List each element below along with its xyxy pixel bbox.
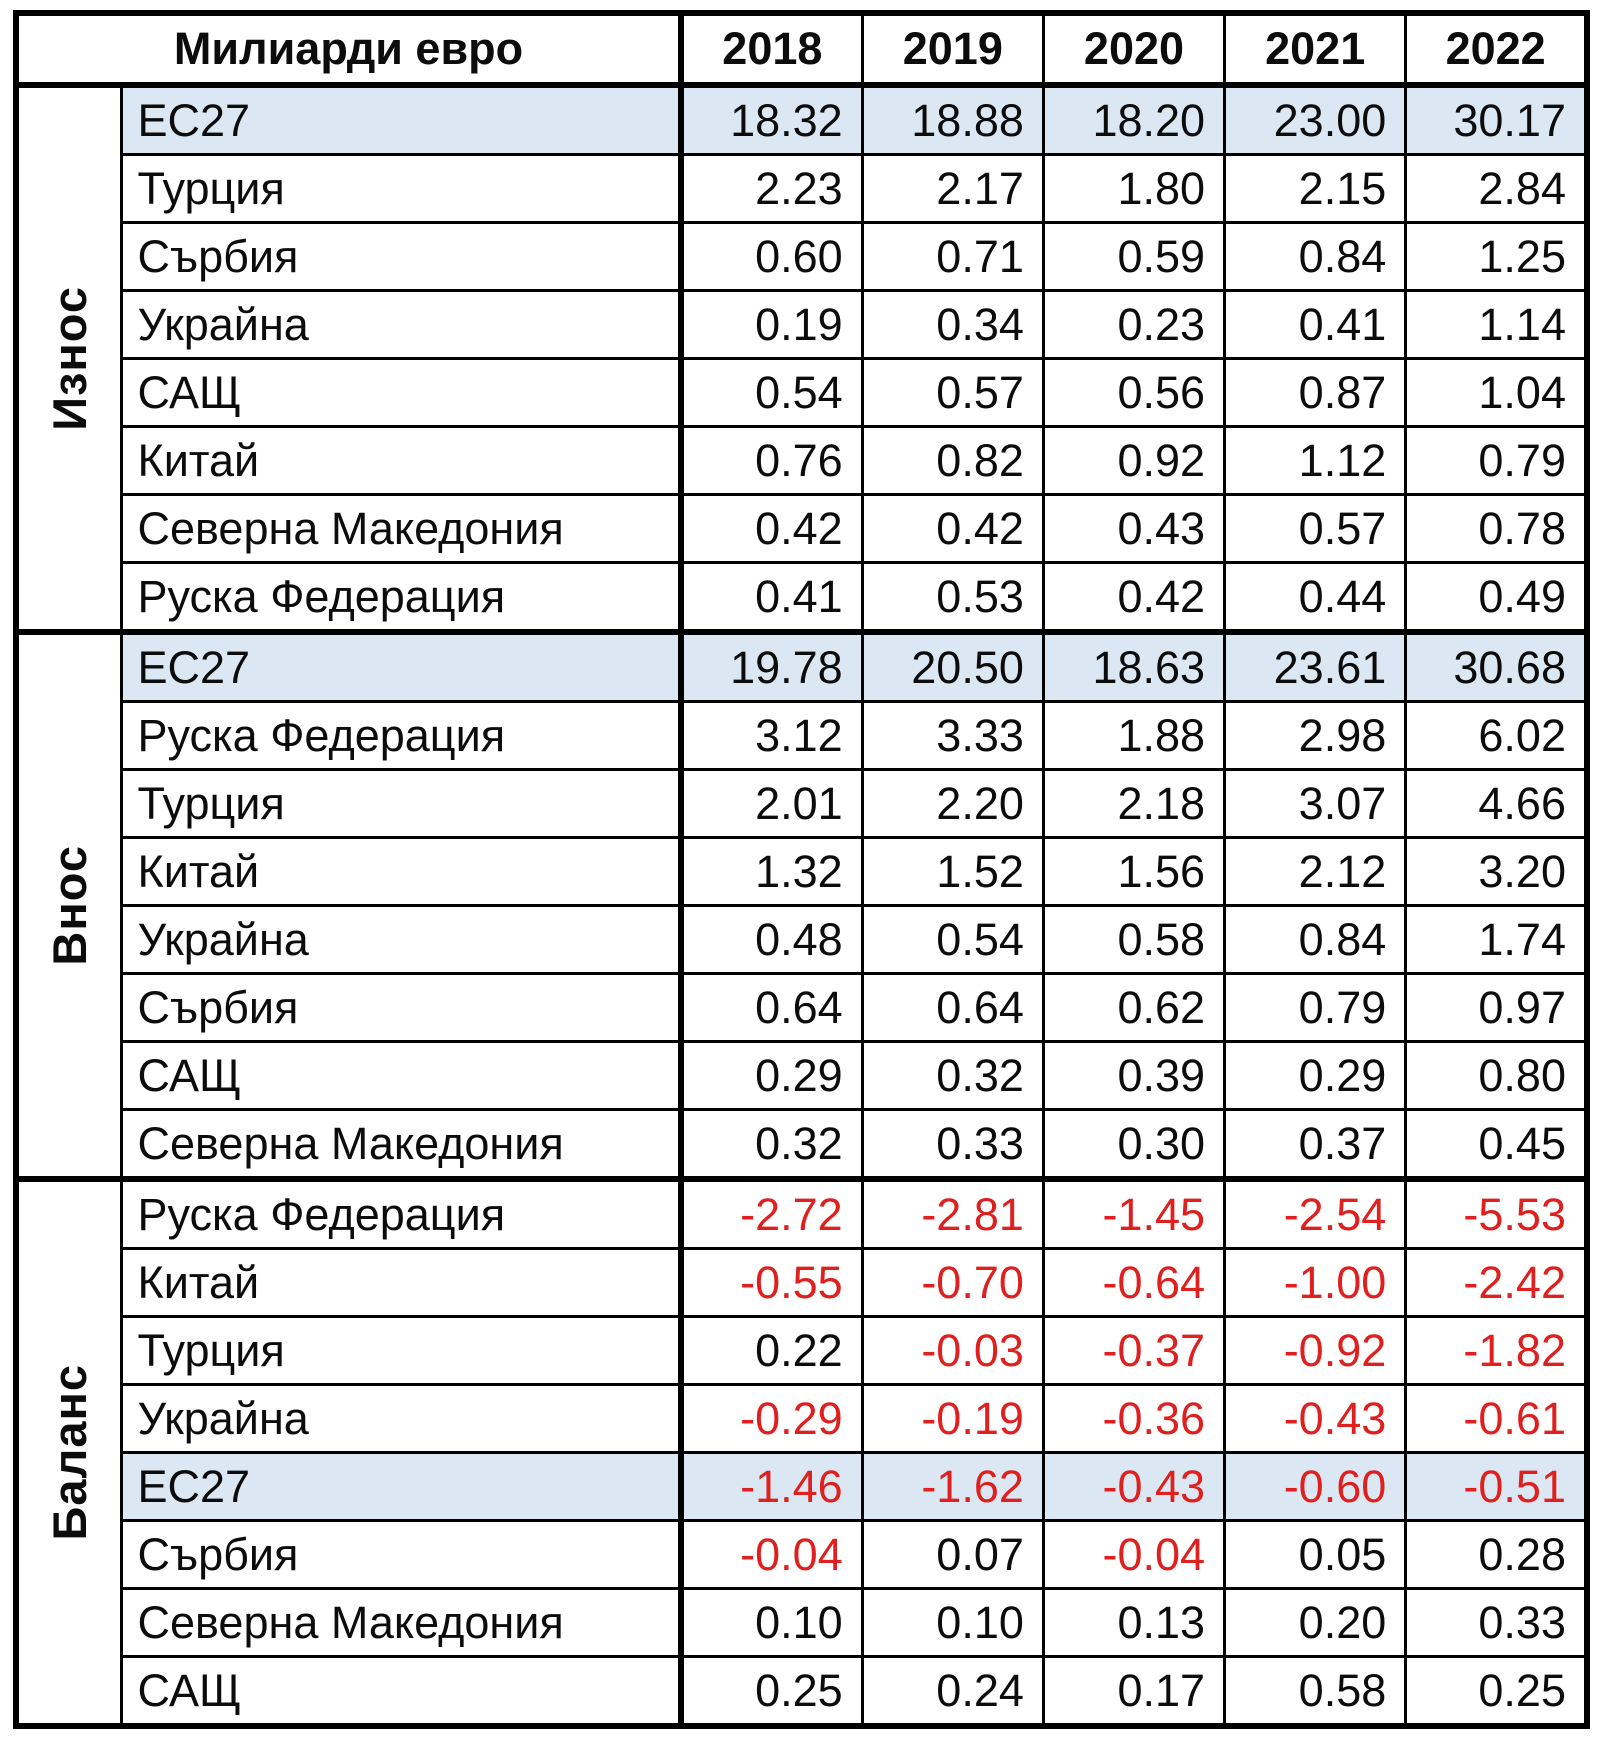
value-cell: 0.30 bbox=[1043, 1110, 1224, 1180]
table-row bbox=[16, 291, 1587, 359]
value-cell: 0.48 bbox=[681, 906, 862, 974]
value-cell: -5.53 bbox=[1406, 1179, 1587, 1249]
value-cell: 0.54 bbox=[862, 906, 1043, 974]
value-cell: -2.54 bbox=[1225, 1179, 1406, 1249]
country-cell: Руска Федерация bbox=[121, 1179, 681, 1249]
table-row bbox=[16, 632, 1587, 702]
value-cell: 2.01 bbox=[681, 770, 862, 838]
value-cell: 1.25 bbox=[1406, 223, 1587, 291]
table-row bbox=[16, 1042, 1587, 1110]
value-cell: -2.81 bbox=[862, 1179, 1043, 1249]
value-cell: -1.82 bbox=[1406, 1317, 1587, 1385]
country-cell: Китай bbox=[121, 427, 681, 495]
value-cell: 0.53 bbox=[862, 563, 1043, 633]
value-cell: 1.04 bbox=[1406, 359, 1587, 427]
country-cell: ЕС27 bbox=[121, 85, 681, 155]
value-cell: -0.55 bbox=[681, 1249, 862, 1317]
value-cell: 2.17 bbox=[862, 155, 1043, 223]
table-row bbox=[16, 563, 1587, 633]
country-cell: Украйна bbox=[121, 291, 681, 359]
country-cell: Сърбия bbox=[121, 974, 681, 1042]
value-cell: 2.98 bbox=[1225, 702, 1406, 770]
country-cell: Руска Федерация bbox=[121, 563, 681, 633]
value-cell: 0.29 bbox=[681, 1042, 862, 1110]
value-cell: 3.07 bbox=[1225, 770, 1406, 838]
value-cell: 0.82 bbox=[862, 427, 1043, 495]
section-cell-iznos bbox=[16, 85, 121, 632]
value-cell: 0.13 bbox=[1043, 1589, 1224, 1657]
table-row bbox=[16, 359, 1587, 427]
value-cell: -0.60 bbox=[1225, 1453, 1406, 1521]
value-cell: 0.57 bbox=[1225, 495, 1406, 563]
table-row bbox=[16, 1521, 1587, 1589]
value-cell: 0.58 bbox=[1225, 1657, 1406, 1727]
value-cell: -0.19 bbox=[862, 1385, 1043, 1453]
value-cell: 19.78 bbox=[681, 632, 862, 702]
value-cell: 0.80 bbox=[1406, 1042, 1587, 1110]
value-cell: 0.28 bbox=[1406, 1521, 1587, 1589]
country-cell: Украйна bbox=[121, 906, 681, 974]
country-cell: Руска Федерация bbox=[121, 702, 681, 770]
value-cell: -1.45 bbox=[1043, 1179, 1224, 1249]
value-cell: 0.25 bbox=[681, 1657, 862, 1727]
year-header: 2020 bbox=[1043, 13, 1224, 85]
value-cell: 0.39 bbox=[1043, 1042, 1224, 1110]
value-cell: 0.54 bbox=[681, 359, 862, 427]
value-cell: 0.84 bbox=[1225, 223, 1406, 291]
header-row bbox=[16, 13, 1587, 85]
value-cell: 3.20 bbox=[1406, 838, 1587, 906]
country-cell: ЕС27 bbox=[121, 632, 681, 702]
value-cell: 0.41 bbox=[1225, 291, 1406, 359]
value-cell: 0.71 bbox=[862, 223, 1043, 291]
value-cell: 2.18 bbox=[1043, 770, 1224, 838]
section-cell-vnos bbox=[16, 632, 121, 1179]
trade-table bbox=[13, 10, 1590, 1729]
value-cell: -2.72 bbox=[681, 1179, 862, 1249]
country-cell: Китай bbox=[121, 838, 681, 906]
value-cell: 2.20 bbox=[862, 770, 1043, 838]
value-cell: 23.00 bbox=[1225, 85, 1406, 155]
value-cell: 1.12 bbox=[1225, 427, 1406, 495]
country-cell: Турция bbox=[121, 155, 681, 223]
value-cell: -0.04 bbox=[681, 1521, 862, 1589]
table-row bbox=[16, 1589, 1587, 1657]
value-cell: 0.57 bbox=[862, 359, 1043, 427]
value-cell: -0.29 bbox=[681, 1385, 862, 1453]
value-cell: 0.76 bbox=[681, 427, 862, 495]
value-cell: 1.14 bbox=[1406, 291, 1587, 359]
value-cell: -0.92 bbox=[1225, 1317, 1406, 1385]
value-cell: 0.78 bbox=[1406, 495, 1587, 563]
value-cell: 0.49 bbox=[1406, 563, 1587, 633]
value-cell: 2.12 bbox=[1225, 838, 1406, 906]
value-cell: -0.70 bbox=[862, 1249, 1043, 1317]
value-cell: 0.29 bbox=[1225, 1042, 1406, 1110]
value-cell: 0.97 bbox=[1406, 974, 1587, 1042]
year-header: 2019 bbox=[862, 13, 1043, 85]
section-label: Износ bbox=[42, 286, 96, 431]
country-cell: САЩ bbox=[121, 1042, 681, 1110]
value-cell: 0.45 bbox=[1406, 1110, 1587, 1180]
value-cell: 3.33 bbox=[862, 702, 1043, 770]
value-cell: 0.05 bbox=[1225, 1521, 1406, 1589]
value-cell: -0.64 bbox=[1043, 1249, 1224, 1317]
value-cell: 0.24 bbox=[862, 1657, 1043, 1727]
table-row bbox=[16, 974, 1587, 1042]
value-cell: 0.62 bbox=[1043, 974, 1224, 1042]
value-cell: 18.88 bbox=[862, 85, 1043, 155]
table-row bbox=[16, 1249, 1587, 1317]
value-cell: 0.64 bbox=[681, 974, 862, 1042]
value-cell: 0.33 bbox=[862, 1110, 1043, 1180]
value-cell: 1.52 bbox=[862, 838, 1043, 906]
value-cell: 23.61 bbox=[1225, 632, 1406, 702]
value-cell: 0.79 bbox=[1225, 974, 1406, 1042]
value-cell: 1.88 bbox=[1043, 702, 1224, 770]
value-cell: -0.03 bbox=[862, 1317, 1043, 1385]
value-cell: -0.61 bbox=[1406, 1385, 1587, 1453]
table-row bbox=[16, 223, 1587, 291]
value-cell: 18.20 bbox=[1043, 85, 1224, 155]
value-cell: 0.58 bbox=[1043, 906, 1224, 974]
value-cell: 0.42 bbox=[862, 495, 1043, 563]
value-cell: 0.92 bbox=[1043, 427, 1224, 495]
value-cell: 0.10 bbox=[862, 1589, 1043, 1657]
value-cell: -0.51 bbox=[1406, 1453, 1587, 1521]
table-row bbox=[16, 770, 1587, 838]
value-cell: 0.44 bbox=[1225, 563, 1406, 633]
section-label: Баланс bbox=[42, 1364, 96, 1541]
section-label: Внос bbox=[42, 845, 96, 966]
value-cell: 0.59 bbox=[1043, 223, 1224, 291]
value-cell: 0.60 bbox=[681, 223, 862, 291]
value-cell: -0.43 bbox=[1043, 1453, 1224, 1521]
table-row bbox=[16, 1110, 1587, 1180]
table-row bbox=[16, 1179, 1587, 1249]
country-cell: Сърбия bbox=[121, 223, 681, 291]
value-cell: 0.37 bbox=[1225, 1110, 1406, 1180]
year-header: 2018 bbox=[681, 13, 862, 85]
value-cell: 0.19 bbox=[681, 291, 862, 359]
country-cell: САЩ bbox=[121, 1657, 681, 1727]
value-cell: 0.20 bbox=[1225, 1589, 1406, 1657]
value-cell: -2.42 bbox=[1406, 1249, 1587, 1317]
value-cell: 1.74 bbox=[1406, 906, 1587, 974]
table-row bbox=[16, 702, 1587, 770]
table-row bbox=[16, 495, 1587, 563]
section-cell-balans bbox=[16, 1179, 121, 1726]
value-cell: 0.32 bbox=[681, 1110, 862, 1180]
value-cell: 0.25 bbox=[1406, 1657, 1587, 1727]
value-cell: 18.32 bbox=[681, 85, 862, 155]
value-cell: 1.32 bbox=[681, 838, 862, 906]
country-cell: Турция bbox=[121, 770, 681, 838]
table-row bbox=[16, 838, 1587, 906]
value-cell: 1.56 bbox=[1043, 838, 1224, 906]
table-row bbox=[16, 1385, 1587, 1453]
unit-header-cell: Милиарди евро bbox=[16, 13, 681, 85]
value-cell: 0.22 bbox=[681, 1317, 862, 1385]
value-cell: 3.12 bbox=[681, 702, 862, 770]
table-row bbox=[16, 1453, 1587, 1521]
value-cell: 0.64 bbox=[862, 974, 1043, 1042]
table-row bbox=[16, 155, 1587, 223]
value-cell: 0.43 bbox=[1043, 495, 1224, 563]
value-cell: -0.43 bbox=[1225, 1385, 1406, 1453]
value-cell: 0.42 bbox=[681, 495, 862, 563]
year-header: 2021 bbox=[1225, 13, 1406, 85]
country-cell: САЩ bbox=[121, 359, 681, 427]
value-cell: 0.56 bbox=[1043, 359, 1224, 427]
country-cell: Украйна bbox=[121, 1385, 681, 1453]
value-cell: 0.42 bbox=[1043, 563, 1224, 633]
table-row bbox=[16, 1657, 1587, 1727]
value-cell: 0.23 bbox=[1043, 291, 1224, 359]
value-cell: 0.87 bbox=[1225, 359, 1406, 427]
value-cell: 0.41 bbox=[681, 563, 862, 633]
value-cell: 0.10 bbox=[681, 1589, 862, 1657]
value-cell: -0.36 bbox=[1043, 1385, 1224, 1453]
value-cell: 0.17 bbox=[1043, 1657, 1224, 1727]
country-cell: Китай bbox=[121, 1249, 681, 1317]
table-row bbox=[16, 85, 1587, 155]
value-cell: -1.62 bbox=[862, 1453, 1043, 1521]
value-cell: 4.66 bbox=[1406, 770, 1587, 838]
value-cell: 1.80 bbox=[1043, 155, 1224, 223]
country-cell: ЕС27 bbox=[121, 1453, 681, 1521]
value-cell: 30.17 bbox=[1406, 85, 1587, 155]
value-cell: 2.23 bbox=[681, 155, 862, 223]
value-cell: -1.00 bbox=[1225, 1249, 1406, 1317]
value-cell: 20.50 bbox=[862, 632, 1043, 702]
year-header: 2022 bbox=[1406, 13, 1587, 85]
value-cell: 0.07 bbox=[862, 1521, 1043, 1589]
value-cell: 30.68 bbox=[1406, 632, 1587, 702]
country-cell: Северна Македония bbox=[121, 495, 681, 563]
country-cell: Северна Македония bbox=[121, 1589, 681, 1657]
value-cell: -0.37 bbox=[1043, 1317, 1224, 1385]
value-cell: 6.02 bbox=[1406, 702, 1587, 770]
value-cell: 0.84 bbox=[1225, 906, 1406, 974]
table-row bbox=[16, 427, 1587, 495]
value-cell: 0.32 bbox=[862, 1042, 1043, 1110]
table-row bbox=[16, 906, 1587, 974]
country-cell: Турция bbox=[121, 1317, 681, 1385]
value-cell: 2.84 bbox=[1406, 155, 1587, 223]
country-cell: Северна Македония bbox=[121, 1110, 681, 1180]
table-row bbox=[16, 1317, 1587, 1385]
value-cell: 0.33 bbox=[1406, 1589, 1587, 1657]
value-cell: -1.46 bbox=[681, 1453, 862, 1521]
country-cell: Сърбия bbox=[121, 1521, 681, 1589]
value-cell: 0.34 bbox=[862, 291, 1043, 359]
value-cell: 18.63 bbox=[1043, 632, 1224, 702]
value-cell: 0.79 bbox=[1406, 427, 1587, 495]
value-cell: 2.15 bbox=[1225, 155, 1406, 223]
value-cell: -0.04 bbox=[1043, 1521, 1224, 1589]
